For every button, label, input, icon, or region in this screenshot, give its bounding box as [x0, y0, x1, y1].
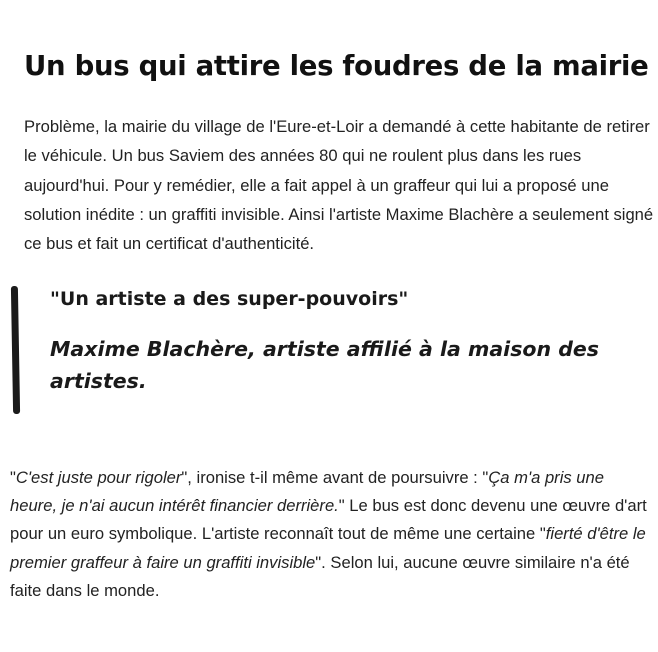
- quote-bar-decoration: [11, 286, 20, 414]
- paragraph-text: ". Selon lui, aucune œuvre similaire n'a été faite dans le monde.: [10, 552, 630, 600]
- pull-quote-text: "Un artiste a des super-pouvoirs": [50, 288, 409, 310]
- quote-open: ": [10, 468, 16, 487]
- article-paragraph-quotes: [10, 464, 650, 605]
- paragraph-text: " Le bus est donc devenu une œuvre d'art pour un euro symbolique. L'artiste reconnaît tout de même une certaine ": [10, 496, 647, 544]
- paragraph-text: ", ironise t-il même avant de poursuivre : ": [181, 468, 489, 487]
- article-paragraph: Problème, la mairie du village de l'Eure-et-Loir a demandé à cette habitante de retirer le véhicule. Un bus Saviem des années 80 qui ne roulent plus dans les rues aujourd'hui. Pour y remédier, elle a fait appel à un graffeur qui lui a proposé une solution inédite : un graffiti invisible. Ainsi l'artiste Maxime Blachère a seulement signé ce bus et fait un certificat d'authenticité.: [24, 117, 654, 254]
- inline-quote-une-heure: Ça m'a pris une heure, je n'ai aucun intérêt financier derrière.: [10, 468, 604, 516]
- article-heading: Un bus qui attire les foudres de la mairie: [24, 50, 649, 82]
- inline-quote-fierte: fierté d'être le premier graffeur à faire un graffiti invisible: [10, 524, 646, 572]
- pull-quote-attribution: Maxime Blachère, artiste affilié à la maison des artistes.: [50, 337, 600, 393]
- inline-quote-rigoler: C'est juste pour rigoler: [15, 468, 182, 487]
